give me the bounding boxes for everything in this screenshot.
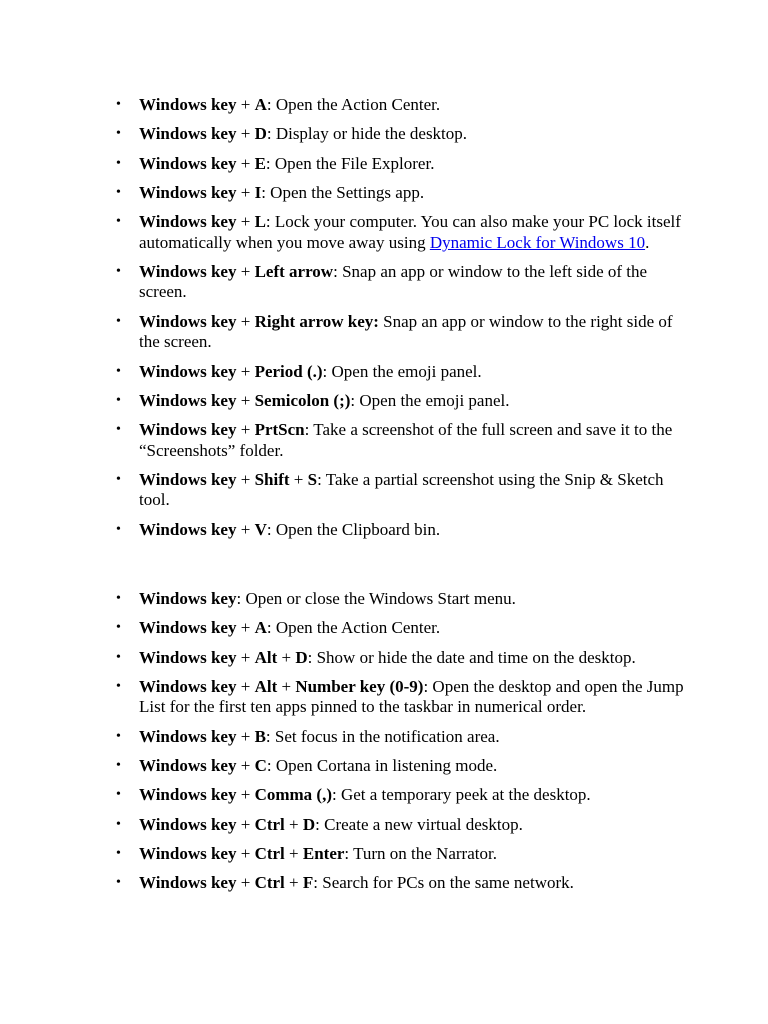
bullet-icon: •	[116, 392, 121, 408]
list-item	[116, 873, 684, 894]
shortcut-key-text: E	[254, 153, 266, 173]
list-item	[116, 361, 684, 383]
shortcut-key-text: D	[302, 814, 316, 834]
shortcut-key-text: Right arrow key:	[254, 311, 379, 331]
description-text: : Open or close the Windows Start menu.	[236, 589, 516, 608]
shortcut-key-text: Left arrow	[254, 261, 334, 281]
shortcut-key-text: Windows key	[139, 785, 237, 805]
description-text: +	[236, 785, 255, 805]
description-text: : Open the emoji panel.	[322, 361, 482, 381]
list-item	[116, 182, 684, 204]
shortcut-key-text: Ctrl	[254, 873, 285, 893]
shortcut-key-text: Windows key	[139, 361, 237, 381]
description-text: +	[236, 153, 255, 173]
description-text: : Open the File Explorer.	[265, 153, 435, 173]
description-text: +	[236, 873, 255, 893]
description-text: +	[236, 618, 255, 638]
shortcut-key-text: I	[254, 182, 262, 202]
shortcut-key-text: A	[254, 618, 267, 638]
shortcut-key-text: S	[307, 469, 318, 489]
description-text: : Set focus in the notification area.	[265, 726, 500, 746]
shortcut-key-text: Windows key	[139, 519, 237, 539]
description-text: +	[236, 814, 255, 834]
bullet-icon: •	[116, 126, 121, 142]
shortcut-key-text: Windows key	[139, 212, 237, 232]
list-item	[116, 95, 684, 116]
description-text: +	[236, 726, 255, 746]
shortcut-key-text: Comma (,)	[254, 785, 332, 805]
list-item	[116, 814, 684, 836]
shortcut-key-text: Windows key	[139, 311, 237, 331]
bullet-icon: •	[116, 678, 121, 694]
list-item	[116, 647, 684, 669]
bullet-icon: •	[116, 875, 121, 891]
description-text: : Open the Action Center.	[266, 95, 441, 114]
description-text: +	[284, 843, 303, 863]
description-text: +	[236, 95, 255, 114]
list-item	[116, 589, 684, 610]
bullet-icon: •	[116, 422, 121, 438]
description-text: +	[236, 212, 255, 232]
description-text: +	[277, 676, 296, 696]
shortcut-key-text: Windows key	[139, 873, 237, 893]
list-item	[116, 212, 684, 253]
list-item	[116, 618, 684, 639]
description-text: +	[236, 261, 255, 281]
description-text: +	[236, 182, 255, 202]
description-text: Snap an app or window to the right side of the screen.	[139, 311, 673, 352]
shortcut-key-text: Period (.)	[254, 361, 323, 381]
shortcut-key-text: D	[254, 124, 267, 144]
list-item	[116, 124, 684, 145]
shortcut-key-text: PrtScn	[254, 420, 305, 440]
shortcut-key-text: Windows key	[139, 755, 237, 775]
description-text: +	[236, 311, 255, 331]
bullet-icon: •	[116, 214, 121, 230]
shortcut-list-secondary	[116, 589, 684, 902]
shortcut-key-text: Windows key	[139, 618, 237, 638]
description-text: +	[236, 469, 255, 489]
bullet-icon: •	[116, 728, 121, 744]
shortcut-key-text: Shift	[254, 469, 290, 489]
list-item	[116, 390, 684, 412]
list-item	[116, 843, 684, 865]
bullet-icon: •	[116, 313, 121, 329]
list-item	[116, 420, 684, 461]
dynamic-lock-link[interactable]: Dynamic Lock for Windows 10	[429, 232, 646, 252]
shortcut-key-text: Windows key	[139, 390, 237, 410]
shortcut-list-primary	[116, 95, 684, 549]
shortcut-key-text: Windows key	[139, 95, 237, 114]
description-text: : Open the emoji panel.	[350, 390, 510, 410]
bullet-icon: •	[116, 649, 121, 665]
description-text: : Show or hide the date and time on the desktop.	[307, 647, 636, 667]
description-text: : Open the Action Center.	[266, 618, 441, 638]
shortcut-key-text: Windows key	[139, 182, 237, 202]
description-text: : Open the desktop and open the Jump List for the first ten apps pinned to the taskbar in numerical order.	[139, 676, 684, 717]
shortcut-key-text: Number key (0-9)	[295, 676, 424, 696]
shortcut-key-text: Windows key	[139, 726, 237, 746]
shortcut-key-text: Windows key	[139, 124, 237, 144]
description-text: +	[277, 647, 296, 667]
list-item	[116, 311, 684, 353]
bullet-icon: •	[116, 845, 121, 861]
bullet-icon: •	[116, 184, 121, 200]
description-text: +	[236, 361, 255, 381]
bullet-icon: •	[116, 155, 121, 171]
list-item	[116, 261, 684, 303]
shortcut-key-text: Semicolon (;)	[254, 390, 351, 410]
bullet-icon: •	[116, 471, 121, 487]
description-text: : Lock your computer. You can also make your PC lock itself automatically when you move away using	[139, 212, 681, 252]
description-text: : Take a partial screenshot using the Snip & Sketch tool.	[139, 469, 664, 510]
bullet-icon: •	[116, 816, 121, 832]
shortcut-key-text: Windows key	[139, 469, 237, 489]
description-text: : Open the Clipboard bin.	[266, 519, 441, 539]
shortcut-key-text: C	[254, 755, 267, 775]
bullet-icon: •	[116, 620, 121, 636]
shortcut-key-text: Windows key	[139, 814, 237, 834]
bullet-icon: •	[116, 591, 121, 606]
description-text: +	[236, 676, 255, 696]
list-item	[116, 726, 684, 748]
description-text: +	[236, 420, 255, 440]
shortcut-key-text: B	[254, 726, 266, 746]
description-text: +	[236, 755, 255, 775]
description-text: : Take a screenshot of the full screen and save it to the “Screenshots” folder.	[139, 420, 673, 460]
description-text: : Turn on the Narrator.	[344, 843, 497, 863]
description-text: +	[284, 873, 303, 893]
shortcut-key-text: V	[254, 519, 267, 539]
shortcut-key-text: D	[295, 647, 308, 667]
description-text: +	[236, 647, 255, 667]
shortcut-key-text: Windows key	[139, 420, 237, 440]
description-text: +	[284, 814, 303, 834]
shortcut-key-text: Windows key	[139, 647, 237, 667]
bullet-icon: •	[116, 521, 121, 537]
shortcut-key-text: Windows key	[139, 261, 237, 281]
list-item	[116, 469, 684, 511]
description-text: +	[236, 390, 255, 410]
shortcut-key-text: Ctrl	[254, 843, 285, 863]
bullet-icon: •	[116, 97, 121, 112]
description-text: : Display or hide the desktop.	[266, 124, 468, 144]
shortcut-key-text: Alt	[254, 647, 278, 667]
list-item	[116, 519, 684, 541]
description-text: .	[645, 232, 650, 252]
shortcut-key-text: F	[302, 873, 314, 893]
shortcut-key-text: L	[254, 212, 266, 232]
shortcut-key-text: Windows key	[139, 153, 237, 173]
description-text: : Search for PCs on the same network.	[313, 873, 574, 893]
description-text: +	[236, 519, 255, 539]
description-text: : Open the Settings app.	[261, 182, 425, 202]
description-text: +	[236, 843, 255, 863]
description-text: : Get a temporary peek at the desktop.	[331, 785, 591, 805]
shortcut-key-text: Windows key	[139, 589, 237, 608]
description-text: : Open Cortana in listening mode.	[266, 755, 498, 775]
list-item	[116, 153, 684, 175]
list-item	[116, 676, 684, 718]
shortcut-key-text: A	[254, 95, 267, 114]
bullet-icon: •	[116, 363, 121, 379]
list-item	[116, 755, 684, 777]
shortcut-key-text: Ctrl	[254, 814, 285, 834]
list-item	[116, 785, 684, 806]
description-text: +	[289, 469, 308, 489]
description-text: +	[236, 124, 255, 144]
shortcut-key-text: Windows key	[139, 676, 237, 696]
bullet-icon: •	[116, 787, 121, 803]
shortcut-key-text: Enter	[302, 843, 345, 863]
bullet-icon: •	[116, 757, 121, 773]
bullet-icon: •	[116, 263, 121, 279]
description-text: : Create a new virtual desktop.	[315, 814, 523, 834]
shortcut-key-text: Windows key	[139, 843, 237, 863]
description-text: : Snap an app or window to the left side of the screen.	[139, 261, 648, 302]
shortcut-key-text: Alt	[254, 676, 278, 696]
